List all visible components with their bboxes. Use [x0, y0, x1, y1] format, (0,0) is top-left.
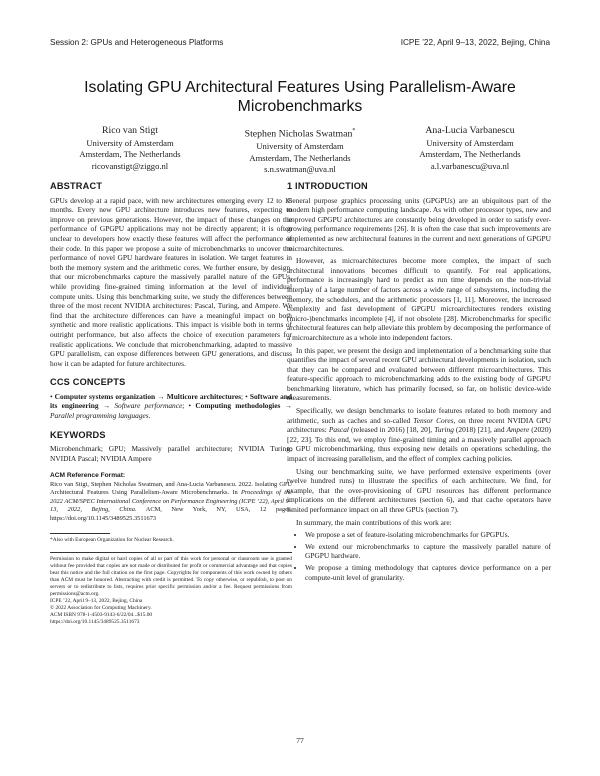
abstract-heading: ABSTRACT — [50, 181, 103, 191]
text-run-italic: Pascal — [328, 425, 349, 435]
author-affiliation: University of Amsterdam — [86, 137, 174, 148]
permission-block — [50, 552, 292, 626]
author-name: Rico van Stigt — [101, 125, 159, 136]
text-run-italic: Ampere — [506, 425, 530, 435]
introduction-heading: 1 INTRODUCTION — [287, 181, 368, 191]
keywords-text: Microbenchmark; GPU; Massively parallel architecture; NVIDIA Turing; NVIDIA Pascal; NVIDIA Ampere — [50, 444, 292, 463]
isbn-line: ACM ISBN 978-1-4503-9143-6/22/04...$15.00 — [50, 612, 153, 619]
author-3 — [390, 125, 550, 176]
conference-line: ICPE ’22, April 9–13, 2022, Bejing, China — [50, 598, 143, 605]
ccs-sep: ; — [241, 391, 246, 401]
ccs-concepts: • Computer systems organization → Multicore architectures; • Software and its engineering → Software performance; • Computing methodologies → Parallel programming languages. — [50, 391, 293, 421]
ccs-term: Parallel programming languages — [50, 411, 149, 421]
text-run: (released in 2016) [18, 20], — [348, 425, 435, 435]
author-email: a.l.varbanescu@uva.nl — [430, 161, 510, 172]
acm-reference-text — [50, 481, 292, 523]
intro-paragraph-1: General purpose graphics processing units (GPGPUs) are an ubiquitous part of the modern high performance computing landscape. As with other processor types, new and improved GPGPU architectures are constantly being developed in order to satisfy ever-growing performance requirements [26]. It is often the case that such improvements are implemented as new architectural features in the current and next generations of GPGPU microarchitectures. — [287, 195, 551, 253]
author-affiliation: University of Amsterdam — [256, 140, 344, 151]
author-affiliation: University of Amsterdam — [426, 137, 514, 148]
ccs-sep: . — [148, 411, 151, 421]
author-location: Amsterdam, The Netherlands — [249, 152, 351, 163]
author-name — [220, 125, 380, 141]
acm-ref-venue: Proceedings of the 2022 ACM/SPEC International Conference on Performance Engineering (ICPE ’22), April 9–13, 2022, Bejing, China — [50, 489, 293, 514]
author-footnote: *Also with European Organization for Nuclear Research. — [50, 537, 174, 544]
author-2 — [220, 125, 380, 176]
list-item: • We propose a timing methodology that captures device performance on a per compute-unit level of granularity. — [305, 563, 551, 582]
acm-ref-part: . ACM, New York, NY, USA, 12 pages. https://doi.org/10.1145/3489525.3511673 — [50, 506, 292, 522]
author-email: s.n.swatman@uva.nl — [264, 164, 336, 175]
intro-paragraph-3: In this paper, we present the design and implementation of a benchmarking suite that quantifies the impact of several recent GPU architectural developments in isolation, such that they can be compared and evaluated between different microarchitectures. This feature-specific approach to microbenchmarking adds to the existing body of GPGPU benchmarking literature, which has primarily focused, so far, on holistic device-wide measurements. — [287, 345, 551, 403]
author-block — [50, 125, 550, 176]
intro-paragraph-4 — [287, 406, 551, 464]
author-1 — [50, 125, 210, 176]
author-email: ricovanstigt@ziggo.nl — [91, 161, 169, 172]
running-header — [50, 38, 550, 47]
right-column — [287, 182, 551, 584]
ccs-term: Computer systems organization — [54, 391, 156, 401]
author-name-text: Stephen Nicholas Swatman — [244, 128, 353, 140]
text-run: , on three recent NVIDIA GPU architectures: — [287, 415, 551, 435]
text-run: (2018) [21], and — [453, 425, 507, 435]
intro-paragraph-6: In summary, the main contributions of this work are: — [296, 517, 452, 527]
abstract-text: GPUs develop at a rapid pace, with new architectures emerging every 12 to 18 months. Every new GPU architecture introduces new features, expecting to improve on previous generations. However, the impact of these changes on the performance of GPGPU applications may not be directly apparent; it is often unclear to developers how exactly these features will affect the performance of their code. In this paper we propose a suite of microbenchmarks to uncover the performance of novel GPU hardware features in isolation. We target features in both the memory system and the arithmetic cores. We further ensure, by design, that our microbenchmarks capture the massively parallel nature of the GPUs, while providing fine-grained timing information at the level of individual compute units. Using this benchmarking suite, we study the differences between three of the most recent NVIDIA architectures: Pascal, Turing, and Ampere. We find that the architecture differences can have a meaningful impact on both synthetic and more realistic applications. This impact is visible both in terms of outright performance, but also affects the choice of execution parameters for realistic applications. We conclude that microbenchmarking, adapted to massive GPU parallelism, can expose differences between GPU generations, and discuss how it can be adapted for future architectures. — [50, 195, 292, 368]
left-column — [50, 182, 292, 626]
ccs-term: Computing methodologies — [195, 401, 281, 411]
page-number: 77 — [296, 736, 304, 745]
running-header-left: Session 2: GPUs and Heterogeneous Platforms — [50, 38, 224, 47]
acm-reference-heading: ACM Reference Format: — [50, 472, 126, 480]
acm-ref-part: Rico van Stigt, Stephen Nicholas Swatman, and Ana-Lucia Varbanescu. 2022. Isolating GPU Architectural Features Using Parallelism-Aware Microbenchmarks. In — [50, 481, 292, 497]
ccs-arrow: → — [280, 401, 292, 411]
keywords-heading: KEYWORDS — [50, 429, 106, 440]
ccs-arrow: → — [98, 401, 115, 411]
ccs-heading: CCS CONCEPTS — [50, 377, 126, 388]
author-location: Amsterdam, The Netherlands — [419, 149, 521, 160]
intro-paragraph-2: However, as microarchitectures become more complex, the impact of such architectural innovations becomes difficult to quantify. For real applications, performance is increasingly hard to predict as run time depends on the non-trivial interplay of a large number of factors across a wide range of subsystems, including the memory, the schedulers, and the arithmetic processors [1, 11]. Moreover, the increased complexity and fast development of GPGPU microarchitectures renders existing (micro-)benchmarks incomplete [4], if not obsolete [28]. Microbenchmarks for specific architectural features can help alleviate this problem by decomposing the performance of a microarchitecture as a whole into independent factors. — [287, 256, 551, 342]
author-name: Ana-Lucia Varbanescu — [425, 125, 515, 136]
running-header-right: ICPE ’22, April 9–13, 2022, Bejing, China — [400, 38, 550, 47]
permission-text: Permission to make digital or hard copies of all or part of this work for personal or classroom use is granted without fee provided that copies are not made or distributed for profit or commercial advantage and that copies bear this notice and the full citation on the first page. Copyrights for components of this work owned by others than ACM must be honored. Abstracting with credit is permitted. To copy otherwise, or republish, to post on servers or to redistribute to lists, requires prior specific permission and/or a fee. Request permissions from permissions@acm.org. — [50, 556, 292, 598]
copyright-line: © 2022 Association for Computing Machinery. — [50, 605, 152, 612]
ccs-arrow: → — [155, 391, 167, 401]
paper-title: Isolating GPU Architectural Features Using Parallelism-Aware Microbenchmarks — [84, 79, 516, 115]
author-footnote-mark: * — [352, 128, 356, 134]
intro-paragraph-5: Using our benchmarking suite, we have performed extensive experiments (over twelve hundred runs) to illustrate the specifics of each architecture. We find, for example, that the over-provisioning of GPU resources has different performance implications on the different architectures (section 6), and that cache operators have limited performance impact on all three GPUs (section 7). — [287, 466, 551, 514]
ccs-term: Multicore architectures — [166, 391, 242, 401]
doi-line: https://doi.org/10.1145/3489525.3511673 — [50, 619, 140, 626]
ccs-sep: ; — [182, 401, 189, 411]
contributions-list — [287, 530, 551, 582]
text-run: Specifically, we design benchmarks to isolate features related to both memory and arithmetic, such as caches and so-called — [287, 406, 551, 425]
ccs-term: Software performance — [114, 401, 183, 411]
text-run: (2020) [22, 23]. To this end, we employ fine-grained timing and a massively parallel approach to GPU microbenchmarking, thus exposing new details on operations scheduling, the impact of increasing parallelism, and the effect of complex caching policies. — [287, 425, 551, 464]
footnote-rule — [50, 533, 110, 534]
ccs-term: Software and its engineering — [50, 391, 293, 411]
author-location: Amsterdam, The Netherlands — [79, 149, 181, 160]
list-item: • We propose a set of feature-isolating microbenchmarks for GPGPUs. — [305, 530, 551, 540]
text-run-italic: Turing — [434, 425, 454, 435]
text-run-italic: Tensor Cores — [413, 415, 454, 425]
list-item: • We extend our microbenchmarks to capture the massively parallel nature of GPGPU hardware. — [305, 542, 551, 561]
